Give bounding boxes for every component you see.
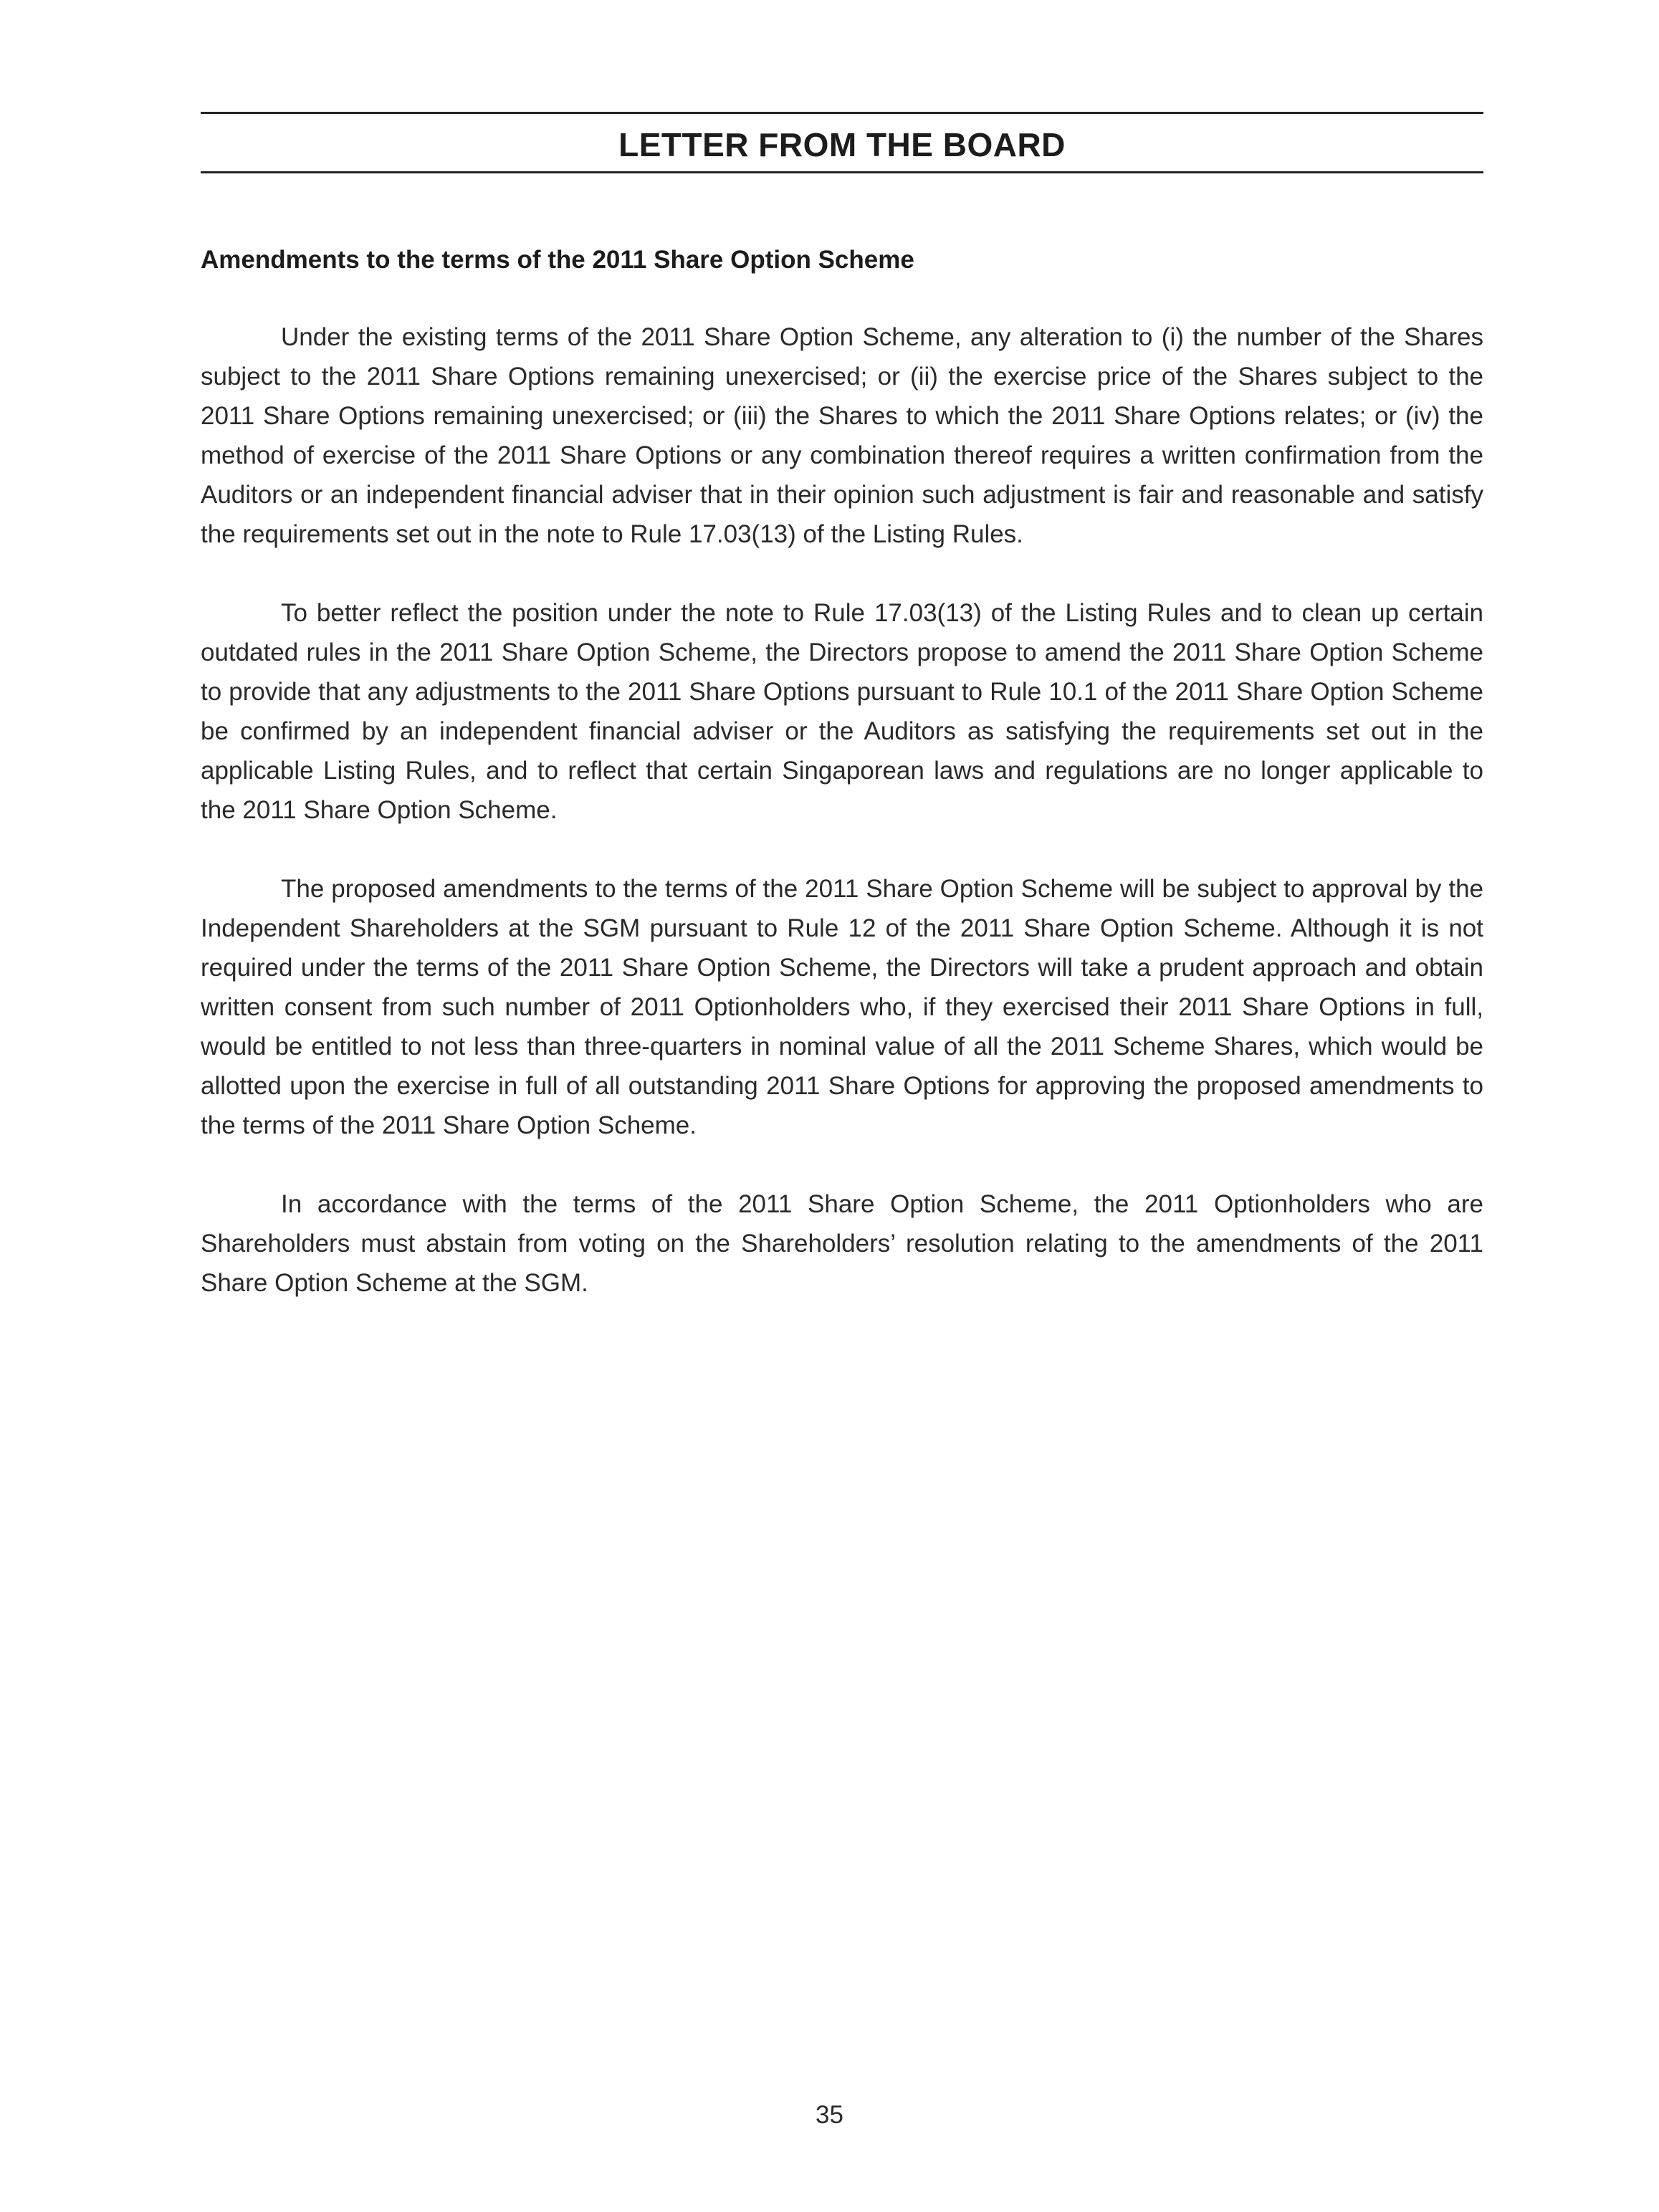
paragraph-4: In accordance with the terms of the 2011 Share Option Scheme, the 2011 Optionholders who are Shareholders must abstain from voting on the Shareholders’ resolution relating to the amendments of the 2011 Share Option Scheme at the SGM. bbox=[201, 1190, 1483, 1297]
section-heading: Amendments to the terms of the 2011 Share Option Scheme bbox=[201, 246, 914, 274]
paragraph-2: To better reflect the position under the note to Rule 17.03(13) of the Listing Rules and to clean up certain outdated rules in the 2011 Share Option Scheme, the Directors propose to amend the 2011 Share Option Scheme to provide that any adjustments to the 2011 Share Options pursuant to Rule 10.1 of the 2011 Share Option Scheme be confirmed by an independent financial adviser or the Auditors as satisfying the requirements set out in the applicable Listing Rules, and to reflect that certain Singaporean laws and regulations are no longer applicable to the 2011 Share Option Scheme. bbox=[201, 599, 1483, 824]
paragraph-3: The proposed amendments to the terms of the 2011 Share Option Scheme will be subject to approval by the Independent Shareholders at the SGM pursuant to Rule 12 of the 2011 Share Option Scheme. Although it is not required under the terms of the 2011 Share Option Scheme, the Directors will take a prudent approach and obtain written consent from such number of 2011 Optionholders who, if they exercised their 2011 Share Options in full, would be entitled to not less than three-quarters in nominal value of all the 2011 Scheme Shares, which would be allotted upon the exercise in full of all outstanding 2011 Share Options for approving the proposed amendments to the terms of the 2011 Share Option Scheme. bbox=[201, 875, 1483, 1139]
page-number: 35 bbox=[816, 2101, 843, 2129]
page-title: LETTER FROM THE BOARD bbox=[618, 126, 1066, 163]
paragraph-1: Under the existing terms of the 2011 Share Option Scheme, any alteration to (i) the number of the Shares subject to the 2011 Share Options remaining unexercised; or (ii) the exercise price of the Shares subject to the 2011 Share Options remaining unexercised; or (iii) the Shares to which the 2011 Share Options relates; or (iv) the method of exercise of the 2011 Share Options or any combination thereof requires a written confirmation from the Auditors or an independent financial adviser that in their opinion such adjustment is fair and reasonable and satisfy the requirements set out in the note to Rule 17.03(13) of the Listing Rules. bbox=[201, 323, 1483, 548]
document-page bbox=[201, 112, 1483, 1342]
header-bottom-rule bbox=[201, 171, 1483, 173]
